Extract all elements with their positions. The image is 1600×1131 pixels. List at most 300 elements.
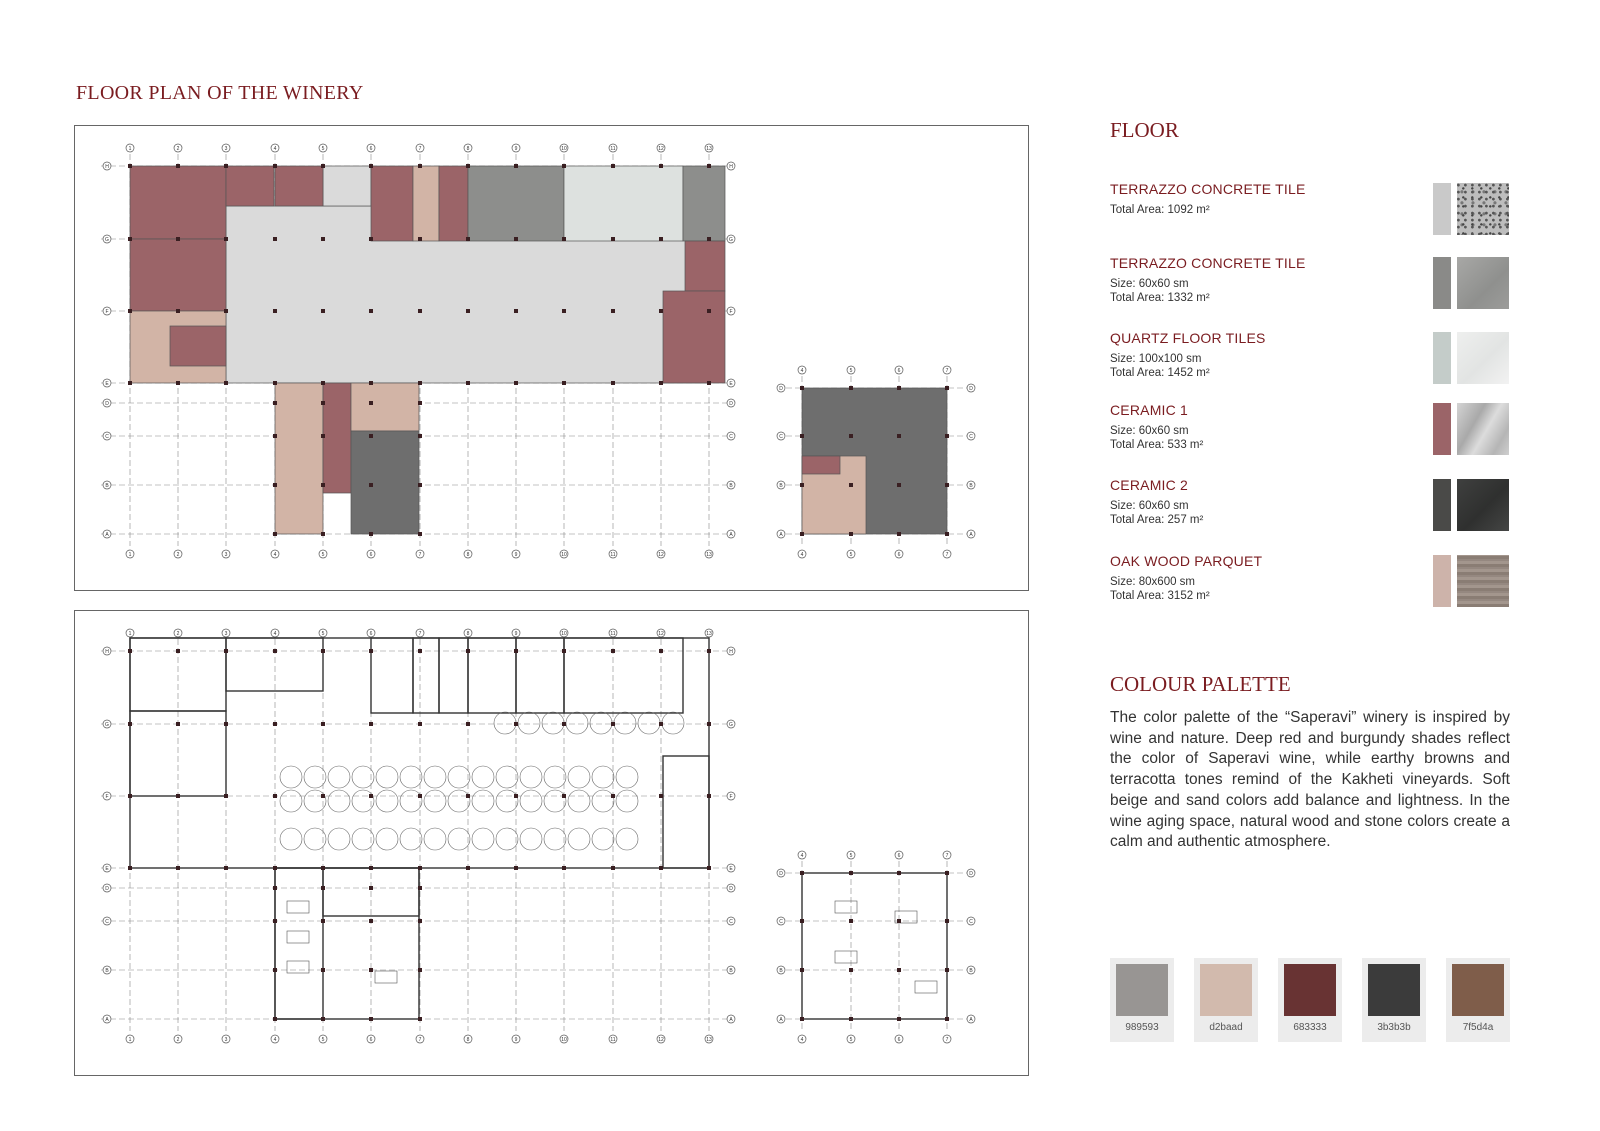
column xyxy=(466,164,470,168)
wine-tank xyxy=(520,828,542,850)
axis-label: A xyxy=(969,532,973,538)
column xyxy=(945,919,949,923)
axis-label: 7 xyxy=(945,853,949,859)
column xyxy=(418,434,422,438)
column xyxy=(321,309,325,313)
axis-label: F xyxy=(729,794,733,800)
column xyxy=(897,871,901,875)
wine-tank xyxy=(494,712,516,734)
column xyxy=(321,919,325,923)
column xyxy=(128,237,132,241)
restroom-block xyxy=(170,326,226,366)
axis-label: C xyxy=(969,919,973,925)
axis-label: E xyxy=(729,381,733,387)
color-chip xyxy=(1446,958,1510,1042)
column xyxy=(128,309,132,313)
column xyxy=(369,483,373,487)
column xyxy=(176,381,180,385)
material-name: QUARTZ FLOOR TILES xyxy=(1110,330,1266,346)
white-quartz-texture xyxy=(1457,332,1509,384)
color-chip xyxy=(1194,958,1258,1042)
axis-label: E xyxy=(105,866,109,872)
column xyxy=(945,434,949,438)
wine-tank xyxy=(662,712,684,734)
column xyxy=(659,866,663,870)
axis-label: 13 xyxy=(706,631,712,637)
column xyxy=(659,237,663,241)
column xyxy=(466,866,470,870)
column xyxy=(707,866,711,870)
wine-tank xyxy=(472,766,494,788)
table xyxy=(287,961,309,973)
axis-label: B xyxy=(779,483,783,489)
column xyxy=(945,1017,949,1021)
column xyxy=(707,649,711,653)
axis-label: 4 xyxy=(273,1037,277,1043)
column xyxy=(224,794,228,798)
axis-label: 7 xyxy=(418,552,422,558)
column xyxy=(369,237,373,241)
wine-tank xyxy=(544,828,566,850)
axis-label: 7 xyxy=(418,146,422,152)
axis-label: 6 xyxy=(369,631,373,637)
column xyxy=(176,649,180,653)
axis-label: B xyxy=(729,483,733,489)
color-chip-code: 7f5d4a xyxy=(1462,1022,1494,1033)
color-chip-swatch xyxy=(1116,964,1168,1016)
axis-label: B xyxy=(105,483,109,489)
color-chip-swatch xyxy=(1368,964,1420,1016)
column xyxy=(466,237,470,241)
wine-tank xyxy=(280,766,302,788)
material-size: Size: 80x600 sm xyxy=(1110,576,1196,588)
terrazzo-speckle-texture xyxy=(1457,183,1509,235)
column xyxy=(128,722,132,726)
material-area: Total Area: 1092 m² xyxy=(1110,204,1210,216)
axis-label: D xyxy=(969,871,973,877)
column xyxy=(128,381,132,385)
column xyxy=(369,722,373,726)
wine-tank xyxy=(616,766,638,788)
axis-label: 4 xyxy=(273,552,277,558)
axis-label: E xyxy=(105,381,109,387)
axis-label: H xyxy=(729,164,733,170)
column xyxy=(562,722,566,726)
wine-tank xyxy=(592,766,614,788)
wine-tank xyxy=(400,766,422,788)
axis-label: B xyxy=(105,968,109,974)
column xyxy=(849,532,853,536)
axis-label: 3 xyxy=(224,146,228,152)
axis-label: 12 xyxy=(658,1037,664,1043)
column xyxy=(224,309,228,313)
wine-tank xyxy=(472,828,494,850)
axis-label: 7 xyxy=(418,631,422,637)
column xyxy=(611,381,615,385)
column xyxy=(418,164,422,168)
column xyxy=(800,434,804,438)
axis-label: 9 xyxy=(514,631,518,637)
color-chip-code: 989593 xyxy=(1125,1022,1159,1033)
axis-label: 6 xyxy=(369,552,373,558)
wine-tank xyxy=(520,790,542,812)
column xyxy=(945,532,949,536)
room-outline xyxy=(663,756,709,868)
room-outline xyxy=(564,638,683,713)
axis-label: 9 xyxy=(514,146,518,152)
column xyxy=(273,401,277,405)
column xyxy=(224,237,228,241)
color-chip-swatch xyxy=(1284,964,1336,1016)
column xyxy=(514,866,518,870)
wine-tank xyxy=(616,828,638,850)
wine-tank xyxy=(448,790,470,812)
table xyxy=(835,951,857,963)
column xyxy=(369,532,373,536)
axis-label: D xyxy=(105,886,109,892)
axis-label: 5 xyxy=(321,552,325,558)
column xyxy=(849,919,853,923)
column xyxy=(369,434,373,438)
material-size: Size: 60x60 sm xyxy=(1110,278,1189,290)
column xyxy=(273,794,277,798)
column xyxy=(659,164,663,168)
column xyxy=(514,164,518,168)
column xyxy=(418,649,422,653)
floor-heading: FLOOR xyxy=(1110,118,1179,142)
column xyxy=(176,309,180,313)
axis-label: C xyxy=(729,919,733,925)
structural-columns xyxy=(128,649,949,1021)
color-chip-code: 3b3b3b xyxy=(1377,1022,1411,1033)
material-area: Total Area: 1332 m² xyxy=(1110,292,1210,304)
wine-tank xyxy=(592,790,614,812)
axis-label: 10 xyxy=(561,631,567,637)
column xyxy=(273,649,277,653)
axis-label: F xyxy=(105,309,109,315)
oak-wood-texture xyxy=(1457,555,1509,607)
wine-tank xyxy=(328,828,350,850)
axis-label: 4 xyxy=(273,146,277,152)
axis-label: 4 xyxy=(273,631,277,637)
column xyxy=(369,309,373,313)
column xyxy=(466,381,470,385)
column xyxy=(176,866,180,870)
color-chip xyxy=(1278,958,1342,1042)
column xyxy=(224,381,228,385)
column xyxy=(659,649,663,653)
concrete-room xyxy=(683,166,725,241)
ceramic-room xyxy=(130,166,226,239)
furniture xyxy=(287,901,937,993)
annex-outline xyxy=(802,873,947,1019)
wine-tank xyxy=(376,766,398,788)
column xyxy=(849,434,853,438)
column xyxy=(273,483,277,487)
axis-label: 4 xyxy=(800,552,804,558)
material-swatch-solid xyxy=(1433,332,1451,384)
axis-label: 9 xyxy=(514,1037,518,1043)
axis-label: A xyxy=(779,532,783,538)
column xyxy=(369,886,373,890)
column xyxy=(418,866,422,870)
material-area: Total Area: 257 m² xyxy=(1110,514,1204,526)
column xyxy=(176,237,180,241)
axis-label: G xyxy=(729,237,733,243)
axis-label: H xyxy=(729,649,733,655)
column xyxy=(945,968,949,972)
material-swatch-solid xyxy=(1433,403,1451,455)
column xyxy=(611,309,615,313)
axis-label: A xyxy=(729,1017,733,1023)
column xyxy=(897,968,901,972)
axis-label: 6 xyxy=(897,552,901,558)
column xyxy=(369,866,373,870)
page-title: FLOOR PLAN OF THE WINERY xyxy=(76,82,364,104)
column xyxy=(800,1017,804,1021)
column xyxy=(128,649,132,653)
material-name: CERAMIC 2 xyxy=(1110,477,1189,493)
axis-label: 6 xyxy=(897,853,901,859)
column xyxy=(321,886,325,890)
column xyxy=(321,164,325,168)
column xyxy=(176,164,180,168)
axis-label: 9 xyxy=(514,552,518,558)
axis-label: 11 xyxy=(610,1037,616,1043)
table xyxy=(835,901,857,913)
axis-label: 5 xyxy=(321,146,325,152)
axis-label: C xyxy=(969,434,973,440)
wine-tank-rows xyxy=(280,712,684,850)
column xyxy=(514,722,518,726)
axis-label: 5 xyxy=(849,853,853,859)
column xyxy=(369,164,373,168)
axis-label: 7 xyxy=(418,1037,422,1043)
column xyxy=(418,919,422,923)
walls-and-rooms xyxy=(130,638,947,1019)
column xyxy=(273,237,277,241)
ceramic-room xyxy=(685,241,725,291)
room-outline xyxy=(371,638,413,713)
axis-label: 1 xyxy=(128,552,132,558)
axis-label: H xyxy=(105,164,109,170)
column xyxy=(659,794,663,798)
column xyxy=(273,722,277,726)
axis-label: G xyxy=(105,722,109,728)
axis-label: D xyxy=(779,871,783,877)
material-swatch-solid xyxy=(1433,183,1451,235)
ceramic-corridor xyxy=(323,383,351,493)
axis-label: 3 xyxy=(224,631,228,637)
column xyxy=(514,237,518,241)
axis-label: 12 xyxy=(658,146,664,152)
ceramic-room xyxy=(130,239,226,311)
column xyxy=(273,968,277,972)
column xyxy=(897,386,901,390)
column xyxy=(176,794,180,798)
wine-tank xyxy=(376,790,398,812)
column xyxy=(659,381,663,385)
corridor-floor xyxy=(323,166,371,206)
column xyxy=(224,866,228,870)
column xyxy=(418,532,422,536)
axis-label: D xyxy=(969,386,973,392)
ceramic-room xyxy=(371,166,413,241)
axis-label: 13 xyxy=(706,552,712,558)
column xyxy=(659,309,663,313)
axis-label: B xyxy=(729,968,733,974)
floor-zones xyxy=(130,166,947,534)
axis-label: A xyxy=(105,1017,109,1023)
column xyxy=(369,919,373,923)
axis-label: F xyxy=(729,309,733,315)
column xyxy=(466,649,470,653)
material-name: OAK WOOD PARQUET xyxy=(1110,553,1263,569)
axis-label: A xyxy=(729,532,733,538)
column xyxy=(369,649,373,653)
wine-tank xyxy=(424,828,446,850)
dark-stone-room xyxy=(351,431,419,534)
wine-tank xyxy=(496,766,518,788)
room-outline xyxy=(516,638,564,713)
parquet-room xyxy=(275,383,323,534)
wine-tank xyxy=(472,790,494,812)
color-chip xyxy=(1110,958,1174,1042)
axis-label: D xyxy=(105,401,109,407)
wine-tank xyxy=(592,828,614,850)
axis-label: 3 xyxy=(224,552,228,558)
column xyxy=(611,164,615,168)
axis-label: 8 xyxy=(466,631,470,637)
column xyxy=(273,919,277,923)
room-outline xyxy=(439,638,468,713)
axis-label: 11 xyxy=(610,631,616,637)
color-chip xyxy=(1362,958,1426,1042)
grey-marble-texture xyxy=(1457,403,1509,455)
axis-label: C xyxy=(779,919,783,925)
column xyxy=(418,794,422,798)
column xyxy=(611,794,615,798)
material-swatch-solid xyxy=(1433,555,1451,607)
column xyxy=(849,871,853,875)
wine-tank xyxy=(568,766,590,788)
axis-label: G xyxy=(729,722,733,728)
column xyxy=(224,722,228,726)
wine-tank xyxy=(496,828,518,850)
axis-label: 3 xyxy=(224,1037,228,1043)
axis-label: D xyxy=(729,886,733,892)
axis-label: B xyxy=(779,968,783,974)
column xyxy=(707,722,711,726)
column xyxy=(224,649,228,653)
column xyxy=(800,968,804,972)
color-chip-code: d2baad xyxy=(1209,1022,1243,1033)
axis-label: 11 xyxy=(610,552,616,558)
column xyxy=(321,381,325,385)
axis-label: 5 xyxy=(321,631,325,637)
column xyxy=(562,381,566,385)
axis-label: 11 xyxy=(610,146,616,152)
wine-tank xyxy=(400,828,422,850)
table xyxy=(287,901,309,913)
column xyxy=(562,794,566,798)
column xyxy=(418,309,422,313)
column xyxy=(273,886,277,890)
material-name: CERAMIC 1 xyxy=(1110,402,1189,418)
column xyxy=(707,164,711,168)
axis-label: A xyxy=(969,1017,973,1023)
column xyxy=(321,237,325,241)
column xyxy=(418,483,422,487)
wine-tank xyxy=(616,790,638,812)
column xyxy=(849,1017,853,1021)
column xyxy=(562,309,566,313)
axis-label: D xyxy=(729,401,733,407)
wine-tank xyxy=(448,766,470,788)
axis-label: 12 xyxy=(658,631,664,637)
main-building-outline xyxy=(130,638,709,868)
column xyxy=(897,532,901,536)
table xyxy=(915,981,937,993)
axis-label: 8 xyxy=(466,146,470,152)
column xyxy=(273,434,277,438)
ceramic-room xyxy=(226,166,274,206)
column xyxy=(418,401,422,405)
wine-tank xyxy=(424,790,446,812)
wine-tank xyxy=(280,828,302,850)
column xyxy=(849,483,853,487)
wine-tank xyxy=(518,712,540,734)
column xyxy=(273,164,277,168)
column xyxy=(897,483,901,487)
axis-label: 7 xyxy=(945,552,949,558)
column xyxy=(611,237,615,241)
wine-tank xyxy=(638,712,660,734)
axis-label: 5 xyxy=(849,368,853,374)
column xyxy=(418,968,422,972)
axis-label: B xyxy=(969,483,973,489)
palette-description: The color palette of the “Saperavi” winery is inspired by wine and nature. Deep red and burgundy shades reflect the color of Saperavi wine, while earthy browns and terracotta tones remind of the Kakheti vineyards. Soft beige and sand colors add balance and lightness. In the wine aging space, natural wood and stone colors create a calm and authentic atmosphere. xyxy=(1110,709,1510,851)
material-size: Size: 100x100 sm xyxy=(1110,353,1202,365)
wine-tank xyxy=(544,790,566,812)
axis-label: C xyxy=(779,434,783,440)
concrete-room xyxy=(468,166,564,241)
axis-label: 13 xyxy=(706,1037,712,1043)
column xyxy=(897,434,901,438)
column xyxy=(176,722,180,726)
axis-label: H xyxy=(105,649,109,655)
material-name: TERRAZZO CONCRETE TILE xyxy=(1110,181,1306,197)
column xyxy=(273,381,277,385)
axis-label: B xyxy=(969,968,973,974)
material-size: Size: 60x60 sm xyxy=(1110,500,1189,512)
material-area: Total Area: 3152 m² xyxy=(1110,590,1210,602)
wine-tank xyxy=(542,712,564,734)
axis-label: 5 xyxy=(849,552,853,558)
wine-tank xyxy=(328,766,350,788)
column xyxy=(273,532,277,536)
color-chip-swatch xyxy=(1452,964,1504,1016)
wine-tank xyxy=(590,712,612,734)
axis-label: A xyxy=(105,532,109,538)
column xyxy=(128,866,132,870)
column xyxy=(611,722,615,726)
column xyxy=(321,794,325,798)
column xyxy=(321,532,325,536)
wine-tank xyxy=(376,828,398,850)
wine-tank xyxy=(614,712,636,734)
table xyxy=(287,931,309,943)
